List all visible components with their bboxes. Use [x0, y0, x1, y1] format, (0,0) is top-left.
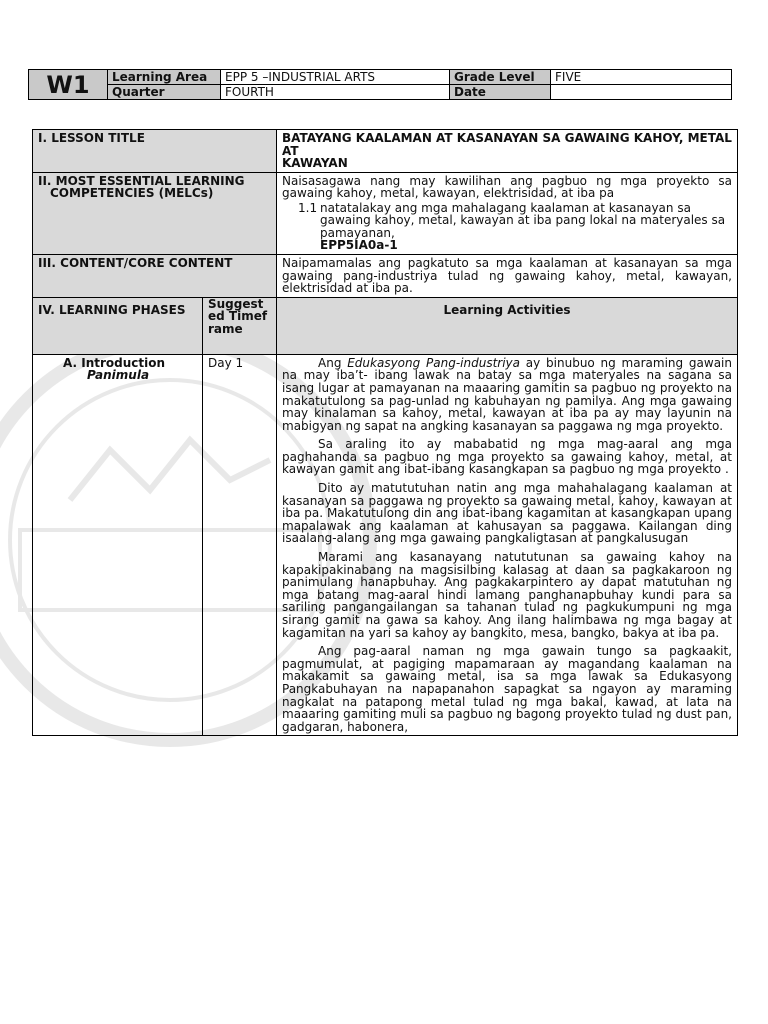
week-label: W1: [29, 70, 108, 100]
lesson-title-label: I. LESSON TITLE: [33, 130, 277, 173]
melc-sub-number: 1.1: [298, 200, 318, 215]
quarter-value: FOURTH: [221, 85, 450, 100]
introduction-row: [33, 354, 738, 736]
phases-header-row: [33, 297, 738, 354]
activities-label: Learning Activities: [277, 297, 738, 354]
introduction-phase: [33, 354, 203, 736]
paragraph-1-lead: Ang: [318, 355, 348, 370]
melc-label-line2: COMPETENCIES (MELCs): [50, 186, 214, 201]
date-label: Date: [450, 85, 551, 100]
lesson-title-value: [277, 130, 738, 173]
melc-row: [33, 172, 738, 254]
day-label: Day 1: [203, 354, 277, 736]
paragraph-3: Dito ay matututuhan natin ang mga mahahalagang kaalaman at kasanayan sa paggawa ng proyekto sa gawaing metal, kahoy, kawayan at iba pa. Makatutulong din ang ibat-ibang kagamitan at kasangkapan upang mapalawak ang kaalaman at kahusayan sa paggawa. Kailangan ding isaalang-alang ang mga gawaing pangkaligtasan at pangkalusugan: [282, 481, 732, 546]
header-table: [28, 69, 732, 100]
melc-label: [33, 172, 277, 254]
paragraph-1-italic: Edukasyong Pang-industriya: [347, 355, 521, 370]
melc-sub-text: natatalakay ang mga mahalagang kaalaman at kasanayan sa gawaing kahoy, metal, kawayan at iba pang lokal na materyales sa pamayanan,: [320, 200, 726, 240]
content-row: [33, 254, 738, 297]
melc-code: EPP5IA0a-1: [320, 238, 398, 253]
lesson-title-line1: BATAYANG KAALAMAN AT KASANAYAN SA GAWAING KAHOY, METAL AT: [282, 131, 732, 158]
activities-text: [277, 354, 738, 736]
lesson-title-line2: KAWAYAN: [282, 156, 348, 171]
content-text: Naipamamalas ang pagkatuto sa mga kaalaman at kasanayan sa mga gawaing pang-industriya tulad ng gawaing kahoy, metal, kawayan, elektrisidad at iba pa.: [277, 254, 738, 297]
introduction-sub-label: Panimula: [87, 368, 150, 383]
date-value: [551, 85, 732, 100]
lesson-table: [32, 129, 738, 736]
paragraph-5: Ang pag-aaral naman ng mga gawain tungo sa pagkaakit, pagmumulat, at pagiging mapamaraan ay magandang kaalaman na makakamit sa gawaing metal, isa sa mga lawak sa Edukasyong Pangkabuhayan na napapanahon sapagkat sa ngayon ay maraming nagkalat na patapong metal tulad ng mga bakal, kawad, at lata na maaaring gamiting muli sa pagbuo ng bagong proyekto tulad ng dust pan, gadgaran, habonera,: [282, 644, 732, 734]
introduction-label: A. Introduction: [63, 355, 166, 370]
learning-area-label: Learning Area: [108, 70, 221, 85]
learning-area-value: EPP 5 –INDUSTRIAL ARTS: [221, 70, 450, 85]
melc-value: [277, 172, 738, 254]
content-label: III. CONTENT/CORE CONTENT: [33, 254, 277, 297]
paragraph-1: [282, 357, 732, 433]
lesson-title-row: [33, 130, 738, 173]
phases-label: IV. LEARNING PHASES: [33, 297, 203, 354]
melc-text: Naisasagawa nang may kawilihan ang pagbuo ng mga proyekto sa gawaing kahoy, metal, kawayan, elektrisidad, at iba pa: [282, 173, 732, 201]
grade-level-label: Grade Level: [450, 70, 551, 85]
paragraph-1-rest: ay binubuo ng maraming gawain na may iba’t- ibang lawak na batay sa mga materyales na sagana sa isang lugar at pamayanan na maaaring gamitin sa pagbuo ng proyekto na makatutulong sa pag-unlad ng kabuhayan ng pamilya. Ang mga gawaing may kinalaman sa kahoy, metal, kawayan at iba pa ay may layunin na mabigyan ng sapat na angking kasanayan sa paggawa ng mga proyekto.: [282, 355, 732, 433]
paragraph-4: Marami ang kasanayang natututunan sa gawaing kahoy na kapakipakinabang na magsisilbing kalasag at daan sa pagkakaroon ng panimulang hanapbuhay. Ang pagkakarpintero ay dapat matutuhan ng mga batang mag-aaral hindi lamang panghanapbuhay kundi para sa sariling pangangailangan sa tahanan tulad ng pagkukumpuni ng mga sirang gamit na gawa sa kahoy. Ang ilang halimbawa ng mga bagay at kagamitan na yari sa kahoy ay bangkito, mesa, bangko, bakya at iba pa.: [282, 550, 732, 640]
grade-level-value: FIVE: [551, 70, 732, 85]
melc-label-line1: II. MOST ESSENTIAL LEARNING: [38, 173, 245, 188]
timeframe-label: Suggested Timeframe: [203, 297, 277, 354]
paragraph-2: Sa araling ito ay mababatid ng mga mag-aaral ang mga paghahanda sa pagbuo ng mga proyekto sa gawaing kahoy, metal, at kawayan gamit ang ibat-ibang kasangkapan sa pagbuo ng mga proyekto .: [282, 437, 732, 477]
quarter-label: Quarter: [108, 85, 221, 100]
